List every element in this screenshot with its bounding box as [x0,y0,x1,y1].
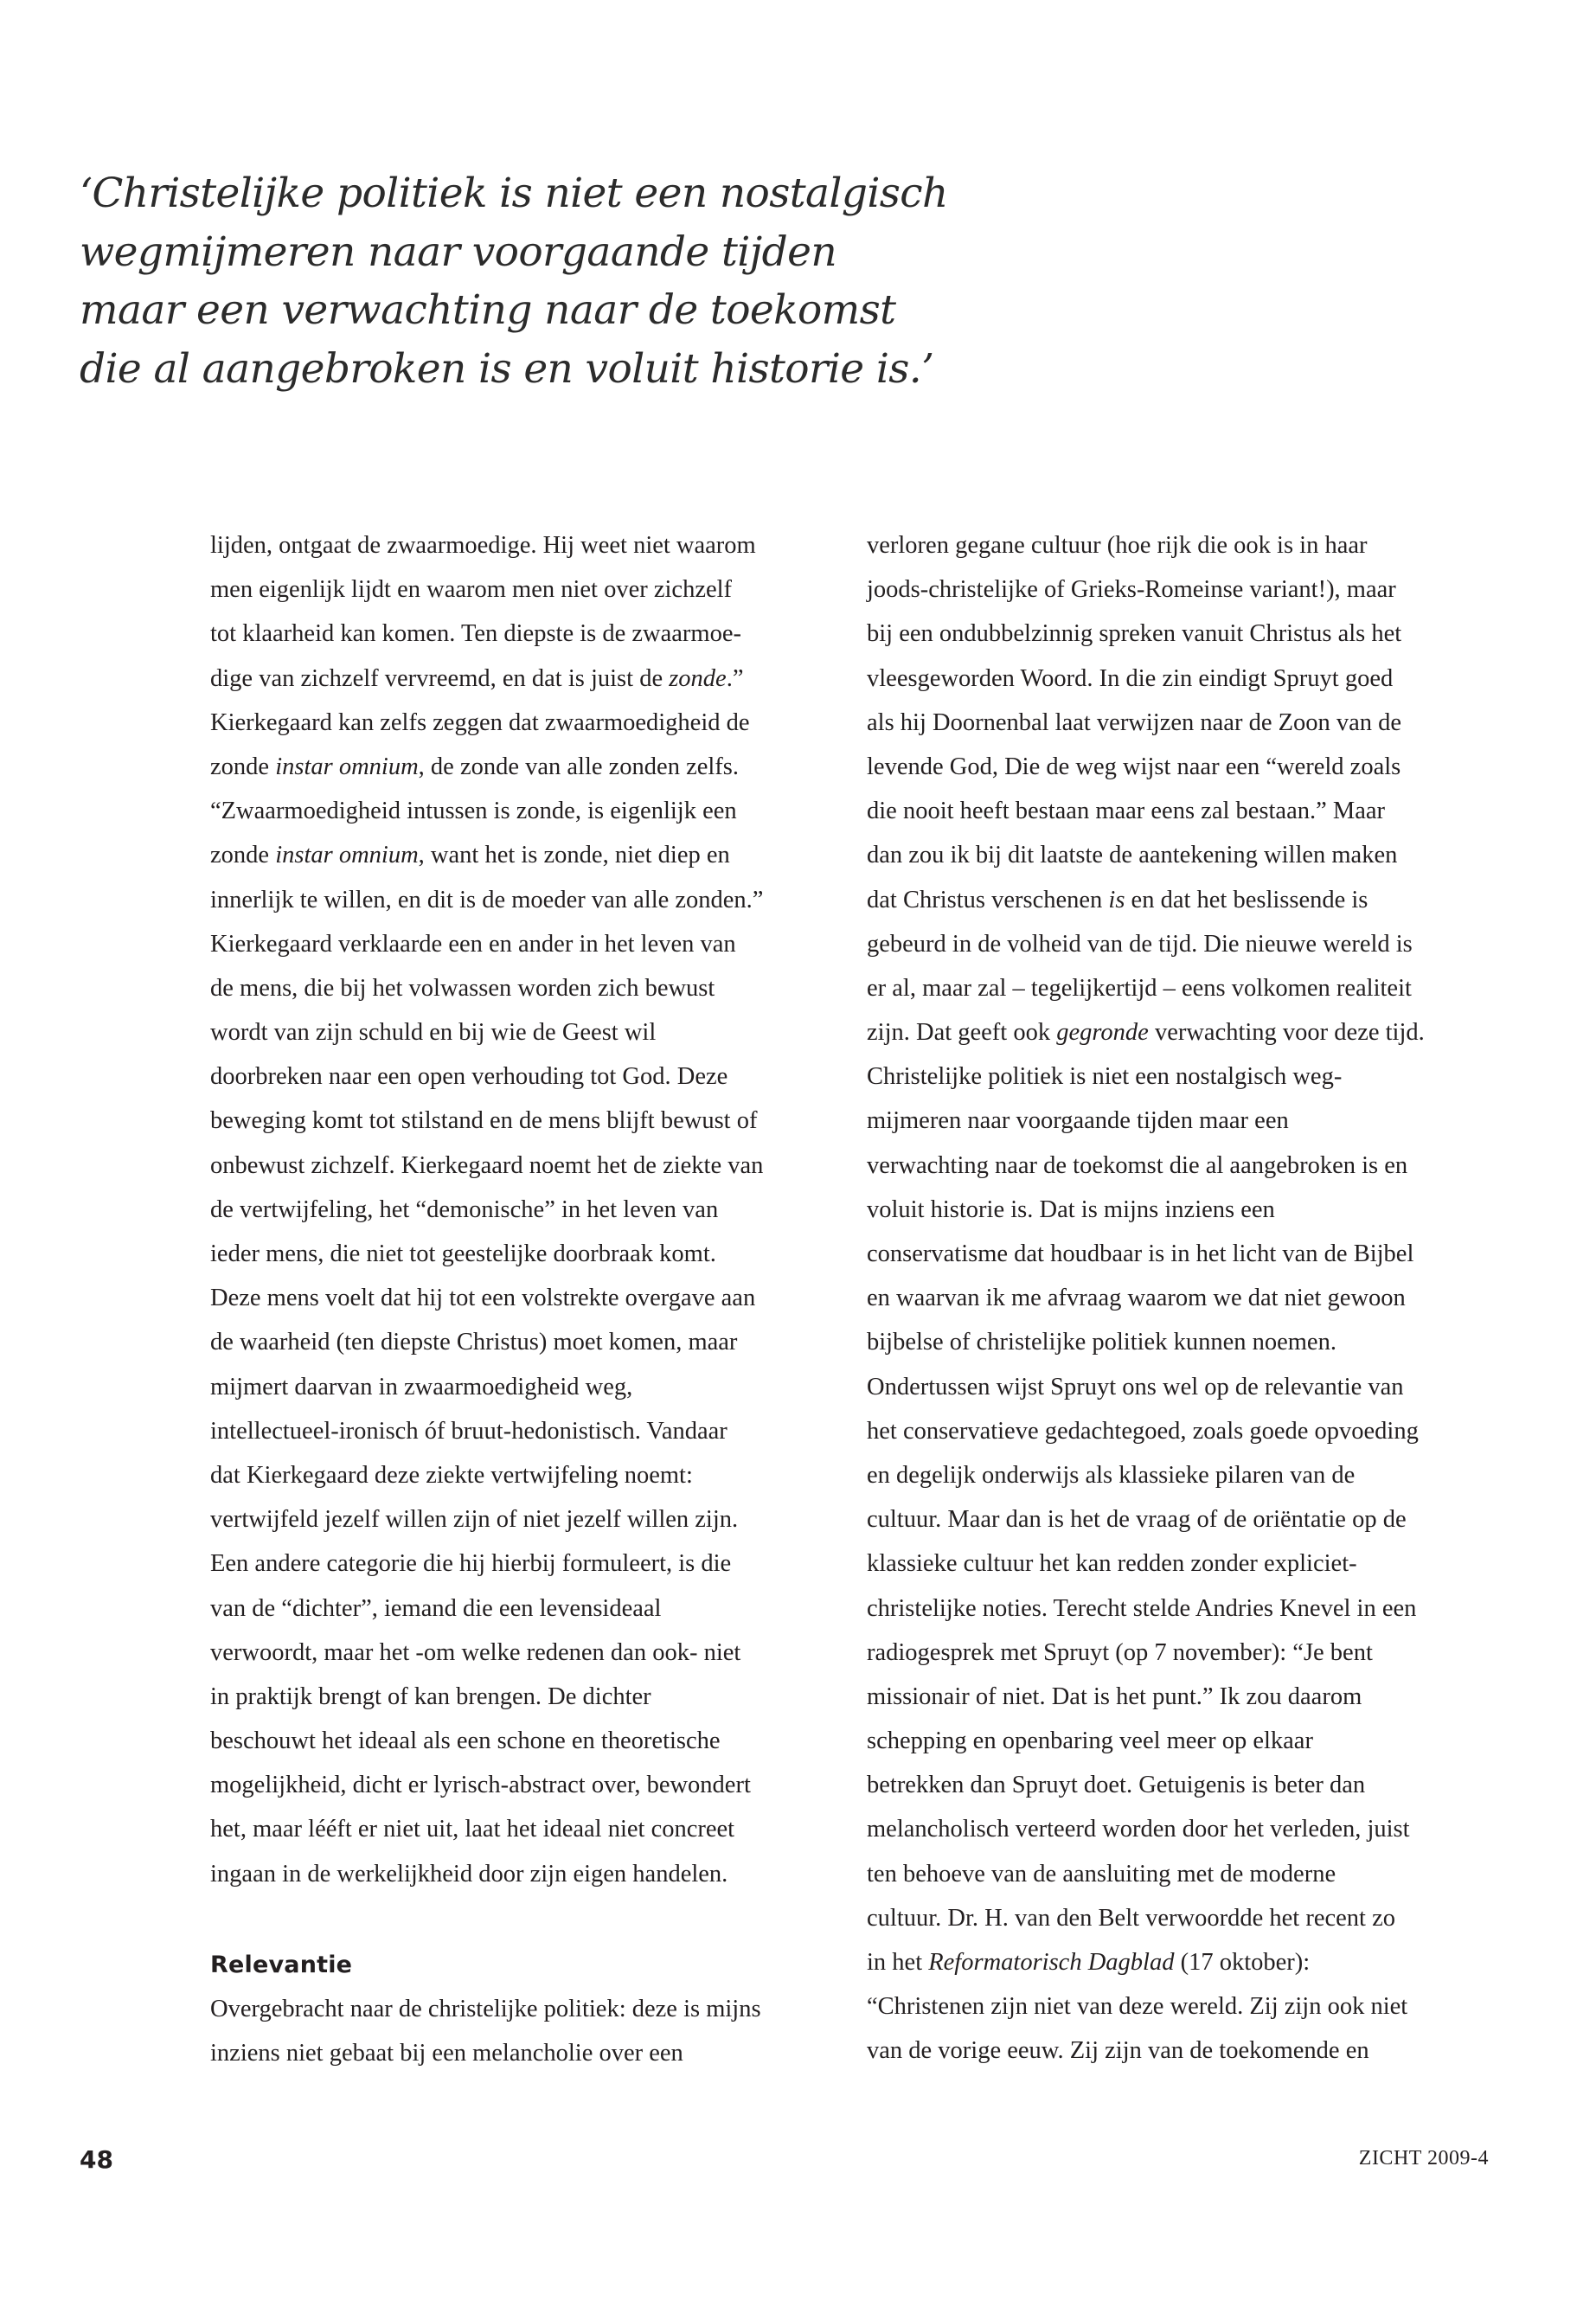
text-line: zonde instar omnium, want het is zonde, niet diep en [210,842,730,869]
italic-term: is [1108,886,1125,913]
text-line: joods-christelijke of Grieks-Romeinse variant!), maar [867,576,1396,604]
text-line: mijmeren naar voorgaande tijden maar een [867,1107,1289,1135]
text-line: Ondertussen wijst Spruyt ons wel op de relevantie van [867,1373,1404,1400]
text-line: schepping en openbaring veel meer op elkaar [867,1727,1313,1755]
text-line: mogelijkheid, dicht er lyrisch-abstract over, bewondert [210,1772,751,1799]
text-line: ingaan in de werkelijkheid door zijn eigen handelen. [210,1860,728,1888]
pull-quote-line: ‘Christelijke politiek is niet een nostalgisch [80,170,948,217]
text-line: christelijke noties. Terecht stelde Andries Knevel in een [867,1594,1417,1622]
text-line: dige van zichzelf vervreemd, en dat is juist de zonde.” [210,664,744,692]
text-line: ten behoeve van de aansluiting met de moderne [867,1860,1336,1888]
text-line: innerlijk te willen, en dit is de moeder van alle zonden.” [210,886,764,913]
text-line: doorbreken naar een open verhouding tot God. Deze [210,1063,728,1091]
text-line: cultuur. Maar dan is het de vraag of de oriëntatie op de [867,1506,1407,1534]
text-line: dat Kierkegaard deze ziekte vertwijfeling noemt: [210,1461,693,1489]
text-line: en waarvan ik me afvraag waarom we dat niet gewoon [867,1285,1406,1312]
text-line: ieder mens, die niet tot geestelijke doorbraak komt. [210,1240,716,1267]
text-line: in het Reformatorisch Dagblad (17 oktober): [867,1949,1311,1976]
text-line: Kierkegaard verklaarde een en ander in het leven van [210,930,736,958]
text-line: als hij Doornenbal laat verwijzen naar de Zoon van de [867,708,1402,736]
text-line: de mens, die bij het volwassen worden zich bewust [210,974,715,1002]
text-line: beschouwt het ideaal als een schone en theoretische [210,1727,721,1755]
text-line: zonde instar omnium, de zonde van alle zonden zelfs. [210,753,740,780]
section-heading: Relevantie [210,1951,353,1978]
left-column [210,523,816,2075]
text-line: Kierkegaard kan zelfs zeggen dat zwaarmoedigheid de [210,708,750,736]
text-line: intellectueel-ironisch óf bruut-hedonistisch. Vandaar [210,1417,727,1445]
text-line: voluit historie is. Dat is mijns inziens een [867,1195,1275,1223]
text-line: Christelijke politiek is niet een nostalgisch weg- [867,1063,1343,1091]
text-line: verwoordt, maar het -om welke redenen dan ook- niet [210,1638,741,1666]
text-line: verloren gegane cultuur (hoe rijk die ook is in haar [867,532,1368,559]
text-line: de vertwijfeling, het “demonische” in het leven van [210,1195,719,1223]
text-line: beweging komt tot stilstand en de mens blijft bewust of [210,1107,758,1135]
text-line: Een andere categorie die hij hierbij formuleert, is die [210,1550,732,1578]
text-line: Deze mens voelt dat hij tot een volstrekte overgave aan [210,1285,756,1312]
text-line: van de “dichter”, iemand die een levensideaal [210,1594,662,1622]
text-line: mijmert daarvan in zwaarmoedigheid weg, [210,1373,633,1400]
text-line: die nooit heeft bestaan maar eens zal bestaan.” Maar [867,798,1386,825]
pull-quote-line: die al aangebroken is en voluit historie is.’ [80,344,934,393]
text-line: dan zou ik bij dit laatste de aantekening willen maken [867,842,1398,869]
text-line: vertwijfeld jezelf willen zijn of niet jezelf willen zijn. [210,1506,739,1534]
text-line: onbewust zichzelf. Kierkegaard noemt het de ziekte van [210,1151,764,1179]
text-line: het conservatieve gedachtegoed, zoals goede opvoeding [867,1417,1419,1445]
text-line: tot klaarheid kan komen. Ten diepste is de zwaarmoe- [210,620,741,648]
text-line: bij een ondubbelzinnig spreken vanuit Christus als het [867,620,1402,648]
text-line: zijn. Dat geeft ook gegronde verwachting voor deze tijd. [867,1019,1425,1047]
text-line: klassieke cultuur het kan redden zonder expliciet- [867,1550,1357,1578]
page-number: 48 [80,2145,113,2174]
italic-term: instar omnium [275,753,419,780]
italic-term: instar omnium [275,842,419,869]
text-line: de waarheid (ten diepste Christus) moet komen, maar [210,1329,738,1356]
text-line: dat Christus verschenen is en dat het beslissende is [867,886,1368,913]
text-line: radiogesprek met Spruyt (op 7 november): “Je bent [867,1638,1373,1666]
italic-term: zonde [669,664,727,692]
text-line: in praktijk brengt of kan brengen. De dichter [210,1682,651,1710]
text-line: “Zwaarmoedigheid intussen is zonde, is eigenlijk een [210,798,737,825]
journal-issue: ZICHT 2009-4 [1358,2147,1489,2170]
text-line: bijbelse of christelijke politiek kunnen noemen. [867,1329,1336,1356]
pull-quote-line: wegmijmeren naar voorgaande tijden [80,228,837,276]
text-line: vleesgeworden Woord. In die zin eindigt Spruyt goed [867,664,1394,692]
italic-term: Reformatorisch Dagblad [928,1949,1175,1976]
text-line: gebeurd in de volheid van de tijd. Die nieuwe wereld is [867,930,1413,958]
text-line: melancholisch verteerd worden door het verleden, juist [867,1816,1410,1843]
text-line: men eigenlijk lijdt en waarom men niet over zichzelf [210,576,733,604]
text-line: het, maar lééft er niet uit, laat het ideaal niet concreet [210,1816,735,1843]
pull-quote [80,164,948,398]
italic-term: gegronde [1056,1019,1149,1047]
text-line: betrekken dan Spruyt doet. Getuigenis is beter dan [867,1772,1366,1799]
right-column [867,523,1490,2073]
text-line: en degelijk onderwijs als klassieke pilaren van de [867,1461,1356,1489]
text-line: van de vorige eeuw. Zij zijn van de toekomende en [867,2037,1369,2065]
text-line: Overgebracht naar de christelijke politiek: deze is mijns [210,1996,761,2022]
text-line: missionair of niet. Dat is het punt.” Ik zou daarom [867,1682,1362,1710]
text-line: conservatisme dat houdbaar is in het licht van de Bijbel [867,1240,1414,1267]
text-line: cultuur. Dr. H. van den Belt verwoordde het recent zo [867,1904,1395,1932]
text-line: er al, maar zal – tegelijkertijd – eens volkomen realiteit [867,974,1412,1002]
text-line: levende God, Die de weg wijst naar een “wereld zoals [867,753,1401,780]
text-line: inziens niet gebaat bij een melancholie over een [210,2040,683,2067]
text-line: wordt van zijn schuld en bij wie de Geest wil [210,1019,657,1047]
pull-quote-line: maar een verwachting naar de toekomst [80,286,896,334]
paragraph-gap [210,1896,816,1943]
text-line: lijden, ontgaat de zwaarmoedige. Hij weet niet waarom [210,532,756,559]
text-line: “Christenen zijn niet van deze wereld. Zij zijn ook niet [867,1993,1408,2021]
text-line: verwachting naar de toekomst die al aangebroken is en [867,1151,1408,1179]
